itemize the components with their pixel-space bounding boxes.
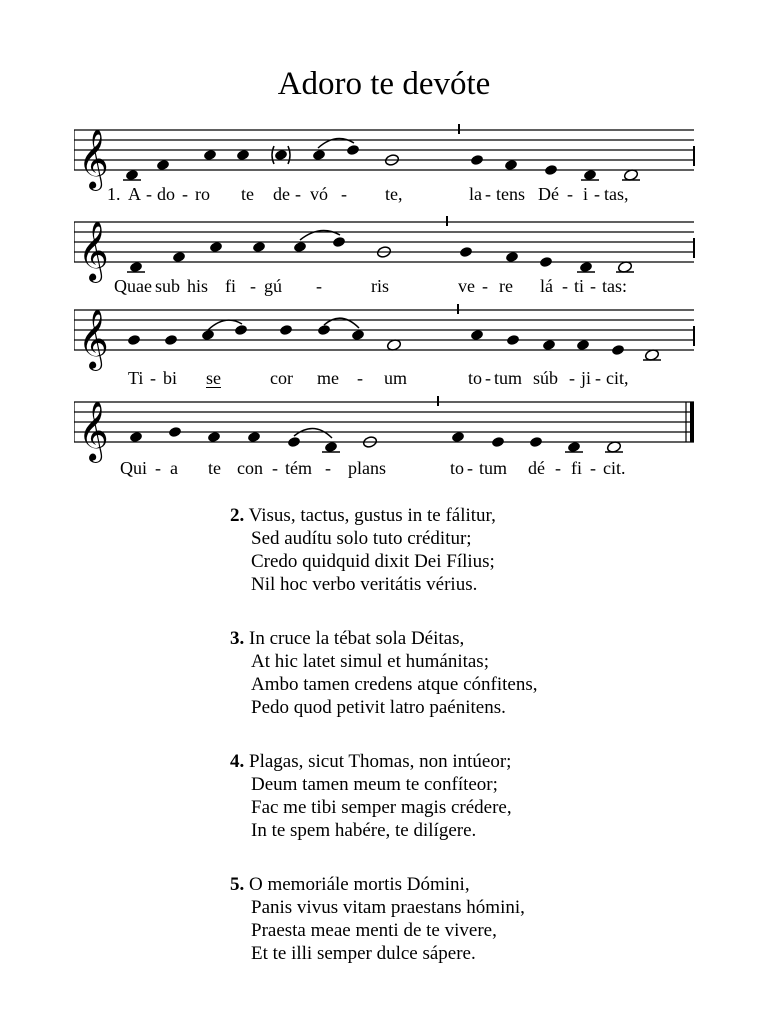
stanza-line: Ambo tamen credens atque cónfitens, [251,674,538,695]
lyric-line-3: Ti - bi se cor me - um to - tum súb - ji - cit, [128,368,629,388]
lyric-line-4: Qui - a te con - tém - plans to - tum dé - fi - cit. [120,458,626,478]
stanza-4 [230,750,700,842]
treble-clef-icon [78,221,109,283]
stanza-line: Et te illi semper dulce sápere. [251,943,476,964]
lyric-line-2: Quae sub his fi - gú - ris ve - re lá - ti - tas: [114,276,627,296]
stanza-line: Credo quidquid dixit Dei Fílius; [251,551,495,572]
stanza-line: 2. Visus, tactus, gustus in te fálitur, [230,505,496,526]
stanza-line: Panis vivus vitam praestans hómini, [251,897,525,918]
svg-text:𝄞: 𝄞 [78,221,109,281]
stanza-line: Nil hoc verbo veritátis vérius. [251,574,478,595]
stanza-line: 4. Plagas, sicut Thomas, non intúeor; [230,751,512,772]
svg-text:𝄞: 𝄞 [78,401,109,461]
stanza-line: Deum tamen meum te confíteor; [251,774,498,795]
lyric-line-1: 1. A - do - ro te de - vó - te, la - tens Dé - i - tas, [107,184,629,204]
treble-clef-icon [78,129,109,191]
stanza-line: 5. O memoriále mortis Dómini, [230,874,470,895]
stanza-line: Sed audítu solo tuto créditur; [251,528,472,549]
stanza-line: Pedo quod petivit latro paénitens. [251,697,506,718]
stanza-list [230,504,700,996]
stanza-line: At hic latet simul et humánitas; [251,651,489,672]
svg-text:𝄞: 𝄞 [78,129,109,189]
stanza-line: 3. In cruce la tébat sola Déitas, [230,628,465,649]
music-staff-3 [74,298,698,378]
treble-clef-icon [78,309,109,371]
stanza-line: Fac me tibi semper magis crédere, [251,797,512,818]
stanza-5 [230,873,700,965]
stanza-line: In te spem habére, te dilígere. [251,820,477,841]
treble-clef-icon [78,401,109,463]
stanza-line: Praesta meae menti de te vivere, [251,920,497,941]
svg-text:𝄞: 𝄞 [78,309,109,369]
stanza-3 [230,627,700,719]
stanza-2 [230,504,700,596]
hymn-title: Adoro te devóte [277,66,491,102]
